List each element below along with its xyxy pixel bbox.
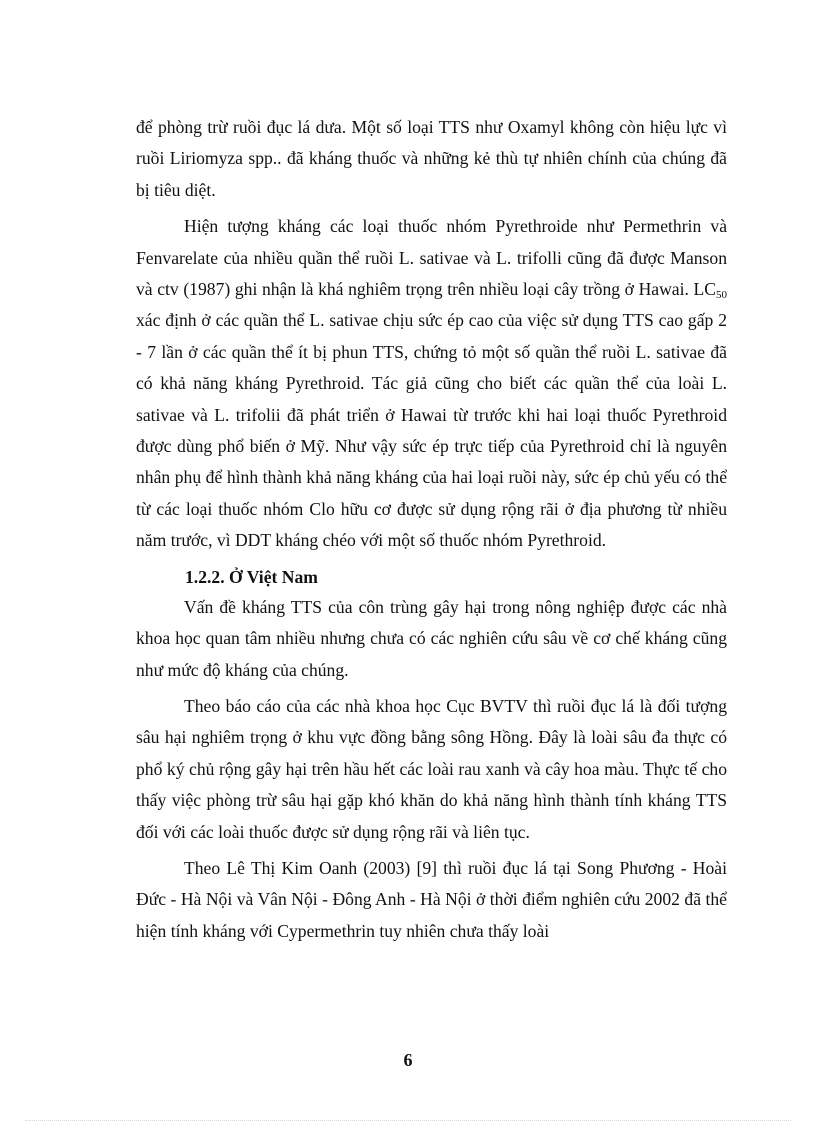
section-heading: 1.2.2. Ở Việt Nam bbox=[185, 566, 318, 587]
paragraph-1: để phòng trừ ruồi đục lá dưa. Một số loại TTS như Oxamyl không còn hiệu lực vì ruồi Liriomyza spp.. đã kháng thuốc và những kẻ thù tự nhiên chính của chúng đã bị tiêu diệt. bbox=[136, 117, 727, 200]
paragraph-2-text-before: Hiện tượng kháng các loại thuốc nhóm Pyrethroide như Permethrin và Fenvarelate của nhiều quần thể ruồi L. sativae và L. trifolli cũng đã được Manson và ctv (1987) ghi nhận là khá nghiêm trọng trên nhiều loại cây trồng ở Hawai. bbox=[136, 216, 727, 300]
paragraph-2 bbox=[136, 211, 727, 556]
page-body bbox=[136, 112, 727, 947]
lc-subscript: 50 bbox=[716, 289, 727, 302]
paragraph-5: Theo Lê Thị Kim Oanh (2003) [9] thì ruồi đục lá tại Song Phương - Hoài Đức - Hà Nội và Vân Nội - Đông Anh - Hà Nội ở thời điểm nghiên cứu 2002 đã thể hiện tính kháng với Cypermethrin tuy nhiên chưa thấy loài bbox=[136, 857, 727, 941]
lc50-label bbox=[693, 279, 727, 302]
paragraph-2-text-after: xác định ở các quần thể L. sativae chịu sức ép cao của việc sử dụng TTS cao gấp 2 - 7 lần ở các quần thể ít bị phun TTS, chứng tỏ một số quần thể ruồi L. sativae đã có khả năng kháng Pyrethroid. Tác giả cũng cho biết các quần thể của loài L. sativae và L. trifolii đã phát triển ở Hawai từ trước khi hai loại thuốc Pyrethroid được dùng phổ biến ở Mỹ. Như vậy sức ép trực tiếp của Pyrethroid chỉ là nguyên nhân phụ để hình thành khả năng kháng của hai loại ruồi này, sức ép chủ yếu có thể từ các loại thuốc nhóm Clo hữu cơ được sử dụng rộng rãi ở địa phương từ nhiều năm trước, vì DDT kháng chéo với một số thuốc nhóm Pyrethroid. bbox=[136, 310, 727, 551]
paragraph-4: Theo báo cáo của các nhà khoa học Cục BVTV thì ruồi đục lá là đối tượng sâu hại nghiêm trọng ở khu vực đồng bằng sông Hồng. Đây là loài sâu đa thực có phổ ký chủ rộng gây hại trên hầu hết các loài rau xanh và cây hoa màu. Thực tế cho thấy việc phòng trừ sâu hại gặp khó khăn do khả năng hình thành tính kháng TTS đối với các loài thuốc được sử dụng rộng rãi và liên tục. bbox=[136, 695, 727, 842]
paragraph-3: Vấn đề kháng TTS của côn trùng gây hại trong nông nghiệp được các nhà khoa học quan tâm nhiều nhưng chưa có các nghiên cứu sâu về cơ chế kháng cũng như mức độ kháng của chúng. bbox=[136, 596, 727, 680]
lc-base: LC bbox=[693, 279, 716, 300]
page-number: 6 bbox=[403, 1050, 413, 1070]
bottom-divider bbox=[25, 1120, 791, 1121]
